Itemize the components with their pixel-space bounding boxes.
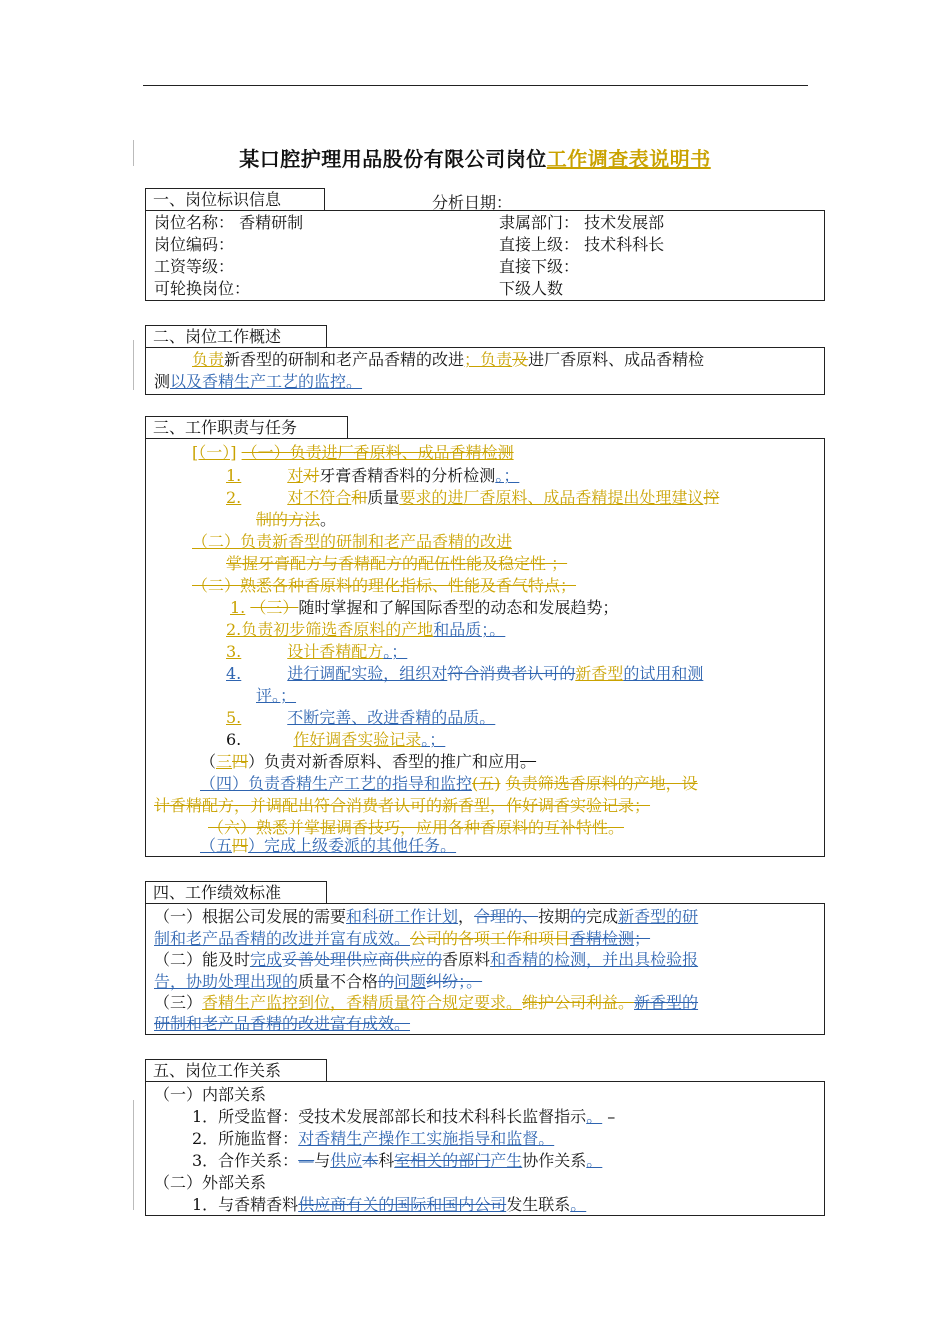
section-2-header: 二、岗位工作概述 <box>145 325 327 347</box>
rotatable-post: 可轮换岗位： <box>154 279 251 298</box>
duty-2-3: 3. 设计香精配方。； <box>226 642 408 661</box>
duty-heading-4: （四）负责香精生产工艺的指导和监控(五) 负责筛选香原料的产地，设 <box>200 774 698 793</box>
overview-line-2: 测以及香精生产工艺的监控。 <box>154 372 363 391</box>
kpi-line-5: （三）香精生产监控到位，香精质量符合规定要求。维护公司利益。新香型的 <box>154 993 699 1012</box>
duty-2-struck: 掌握牙膏配方与香精配方的配伍性能及稳定性 ； <box>226 554 568 573</box>
overview-line-1: 负责新香型的研制和老产品香精的改进；负责及进厂香原料、成品香精检 <box>192 350 705 369</box>
analysis-date-label: 分析日期： <box>432 193 513 212</box>
relation-supervised: 1．所受监督：受技术发展部部长和技术科科长监督指示。 – <box>192 1107 616 1126</box>
section-4-header: 四、工作绩效标准 <box>145 881 327 903</box>
section-1-box <box>145 210 825 301</box>
revision-margin-mark <box>133 340 134 390</box>
duty-2-1: 1. （三）随时掌握和了解国际香型的动态和发展趋势； <box>230 598 619 617</box>
kpi-line-2: 制和老产品香精的改进并富有成效。公司的各项工作和项目香精检测； <box>154 929 651 948</box>
department: 隶属部门： 技术发展部 <box>499 213 665 232</box>
document-title: 某口腔护理用品股份有限公司岗位工作调查表说明书 <box>239 147 711 171</box>
kpi-line-6: 研制和老产品香精的改进富有成效。 <box>154 1014 411 1033</box>
duty-heading-1: [（一）] （一）负责进厂香原料、成品香精检测 <box>192 443 514 462</box>
duty-2-2: 2.负责初步筛选香原料的产地和品质；。 <box>226 620 506 639</box>
top-rule <box>143 85 808 86</box>
subordinate-count: 下级人数 <box>499 279 564 298</box>
post-code: 岗位编码： <box>154 235 235 254</box>
duty-2-4: 4. 进行调配实验，组织对符合消费者认可的新香型的试用和测 <box>226 664 704 683</box>
relation-cooperation: 3．合作关系：—与供应本科室相关的部门产生协作关系。 <box>192 1151 603 1170</box>
section-1-header: 一、岗位标识信息 <box>145 188 325 210</box>
duty-struck-6: （六）熟悉并掌握调香技巧，应用各种香原料的互补特性。 <box>208 818 625 837</box>
revision-margin-mark <box>133 1100 134 1210</box>
duty-1-2: 2. 对不符合和质量要求的进厂香原料、成品香精提出处理建议控 <box>226 488 720 507</box>
section-3-box <box>145 438 825 857</box>
post-name: 岗位名称： 香精研制 <box>154 213 304 232</box>
relation-supervising: 2．所施监督：对香精生产操作工实施指导和监督。 <box>192 1129 555 1148</box>
duty-2-4-cont: 评。； <box>256 686 297 705</box>
internal-relations-heading: （一）内部关系 <box>154 1085 267 1104</box>
relation-external: 1．与香精香料供应商有关的国际和国内公司发生联系。 <box>192 1195 587 1214</box>
section-5-box <box>145 1081 825 1216</box>
external-relations-heading: （二）外部关系 <box>154 1173 267 1192</box>
section-4-box <box>145 903 825 1035</box>
direct-subordinate: 直接下级： <box>499 257 580 276</box>
direct-superior: 直接上级： 技术科科长 <box>499 235 665 254</box>
duty-1-1: 1. 对对牙膏香精香料的分析检测。； <box>226 466 520 485</box>
duty-heading-2: （二）负责新香型的研制和老产品香精的改进 <box>192 532 513 551</box>
duty-2-6: 6. 作好调香实验记录。； <box>226 730 446 749</box>
duty-heading-3: （三四）负责对新香原料、香型的推广和应用。 <box>200 752 537 771</box>
kpi-line-1: （一）根据公司发展的需要和科研工作计划，合理的、按期的完成新香型的研 <box>154 907 699 926</box>
kpi-line-4: 告，协助处理出现的质量不合格的问题纠纷；。 <box>154 972 483 991</box>
duty-struck-heading: （二）熟悉各种香原料的理化指标、性能及香气特点； <box>192 576 577 595</box>
duty-struck-text: 计香精配方，并调配出符合消费者认可的新香型，作好调香实验记录； <box>154 796 651 815</box>
duty-heading-5: （五四）完成上级委派的其他任务。 <box>200 836 457 855</box>
kpi-line-3: （二）能及时完成妥善处理供应商供应的香原料和香精的检测，并出具检验报 <box>154 950 699 969</box>
section-5-header: 五、岗位工作关系 <box>145 1059 327 1081</box>
salary-grade: 工资等级： <box>154 257 235 276</box>
section-2-box <box>145 347 825 395</box>
section-3-header: 三、工作职责与任务 <box>145 416 348 438</box>
title-revision: 工作调查表说明书 <box>546 147 711 171</box>
duty-1-2-cont: 制的方法。 <box>256 510 337 529</box>
duty-2-5: 5. 不断完善、改进香精的品质。 <box>226 708 496 727</box>
